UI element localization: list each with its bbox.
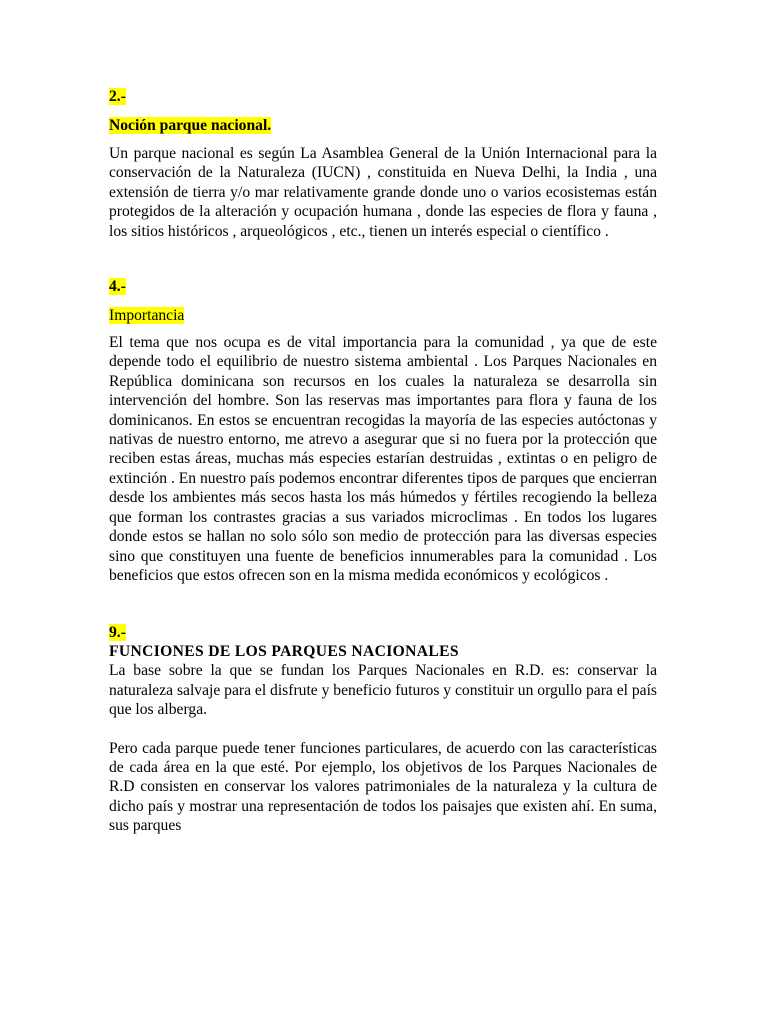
section-3-body-1: La base sobre la que se fundan los Parques Nacionales en R.D. es: conservar la naturaleza salvaje para el disfrute y beneficio futuros y constituir un orgullo para el país que los alberga. <box>109 662 657 719</box>
section-3-body-2: Pero cada parque puede tener funciones particulares, de acuerdo con las características de cada área en la que esté. Por ejemplo, los objetivos de los Parques Nacionales de R.D consisten en conservar los valores patrimoniales de la naturaleza y la cultura de dicho país y mostrar una representación de todos los paisajes que existen ahí. En suma, sus parques <box>109 739 657 835</box>
section-2-title-text: Importancia <box>109 307 185 325</box>
section-2-body: El tema que nos ocupa es de vital importancia para la comunidad , ya que de este depende todo el equilibrio de nuestro sistema ambiental . Los Parques Nacionales en República dominicana son recursos en los cuales la naturaleza se desarrolla sin intervención del hombre. Son las reservas mas importantes para flora y fauna de los dominicanos. En estos se encuentran recogidas la mayoría de las especies autóctonas y nativas de nuestro entorno, me atrevo a asegurar que si no fuera por la protección que reciben estas áreas, muchas más especies estarían destruidas , extintas o en peligro de extinción . En nuestro país podemos encontrar diferentes tipos de parques que encierran desde los ambientes más secos hasta los más húmedos y fértiles recogiendo la belleza que forman los contrastes gracias a sus variados microclimas . En todos los lugares donde estos se hallan no solo sólo son medio de protección para las diversas especies sino que constituyen una fuente de beneficios innumerables para la comunidad . Los beneficios que estos ofrecen son en la misma medida económicos y ecológicos . <box>109 334 657 584</box>
section-1-number-text: 2.- <box>109 88 126 105</box>
section-3-number-text: 9.- <box>109 624 126 642</box>
section-1-title <box>109 116 657 135</box>
section-3-number <box>109 623 657 642</box>
section-2-number <box>109 277 657 296</box>
section-2-number-text: 4.- <box>109 278 126 296</box>
section-3-title: FUNCIONES DE LOS PARQUES NACIONALES <box>109 643 459 661</box>
section-1-number <box>109 87 657 106</box>
section-2-title <box>109 306 657 325</box>
document-content <box>109 86 657 836</box>
section-1-body: Un parque nacional es según La Asamblea General de la Unión Internacional para la conservación de la Naturaleza (IUCN) , constituida en Nueva Delhi, la India , una extensión de tierra y/o mar relativamente grande donde uno o varios ecosistemas están protegidos de la alteración y ocupación humana , donde las especies de flora y fauna , los sitios históricos , arqueológicos , etc., tienen un interés especial o científico . <box>109 145 657 240</box>
section-1-title-text: Noción parque nacional. <box>109 117 272 134</box>
